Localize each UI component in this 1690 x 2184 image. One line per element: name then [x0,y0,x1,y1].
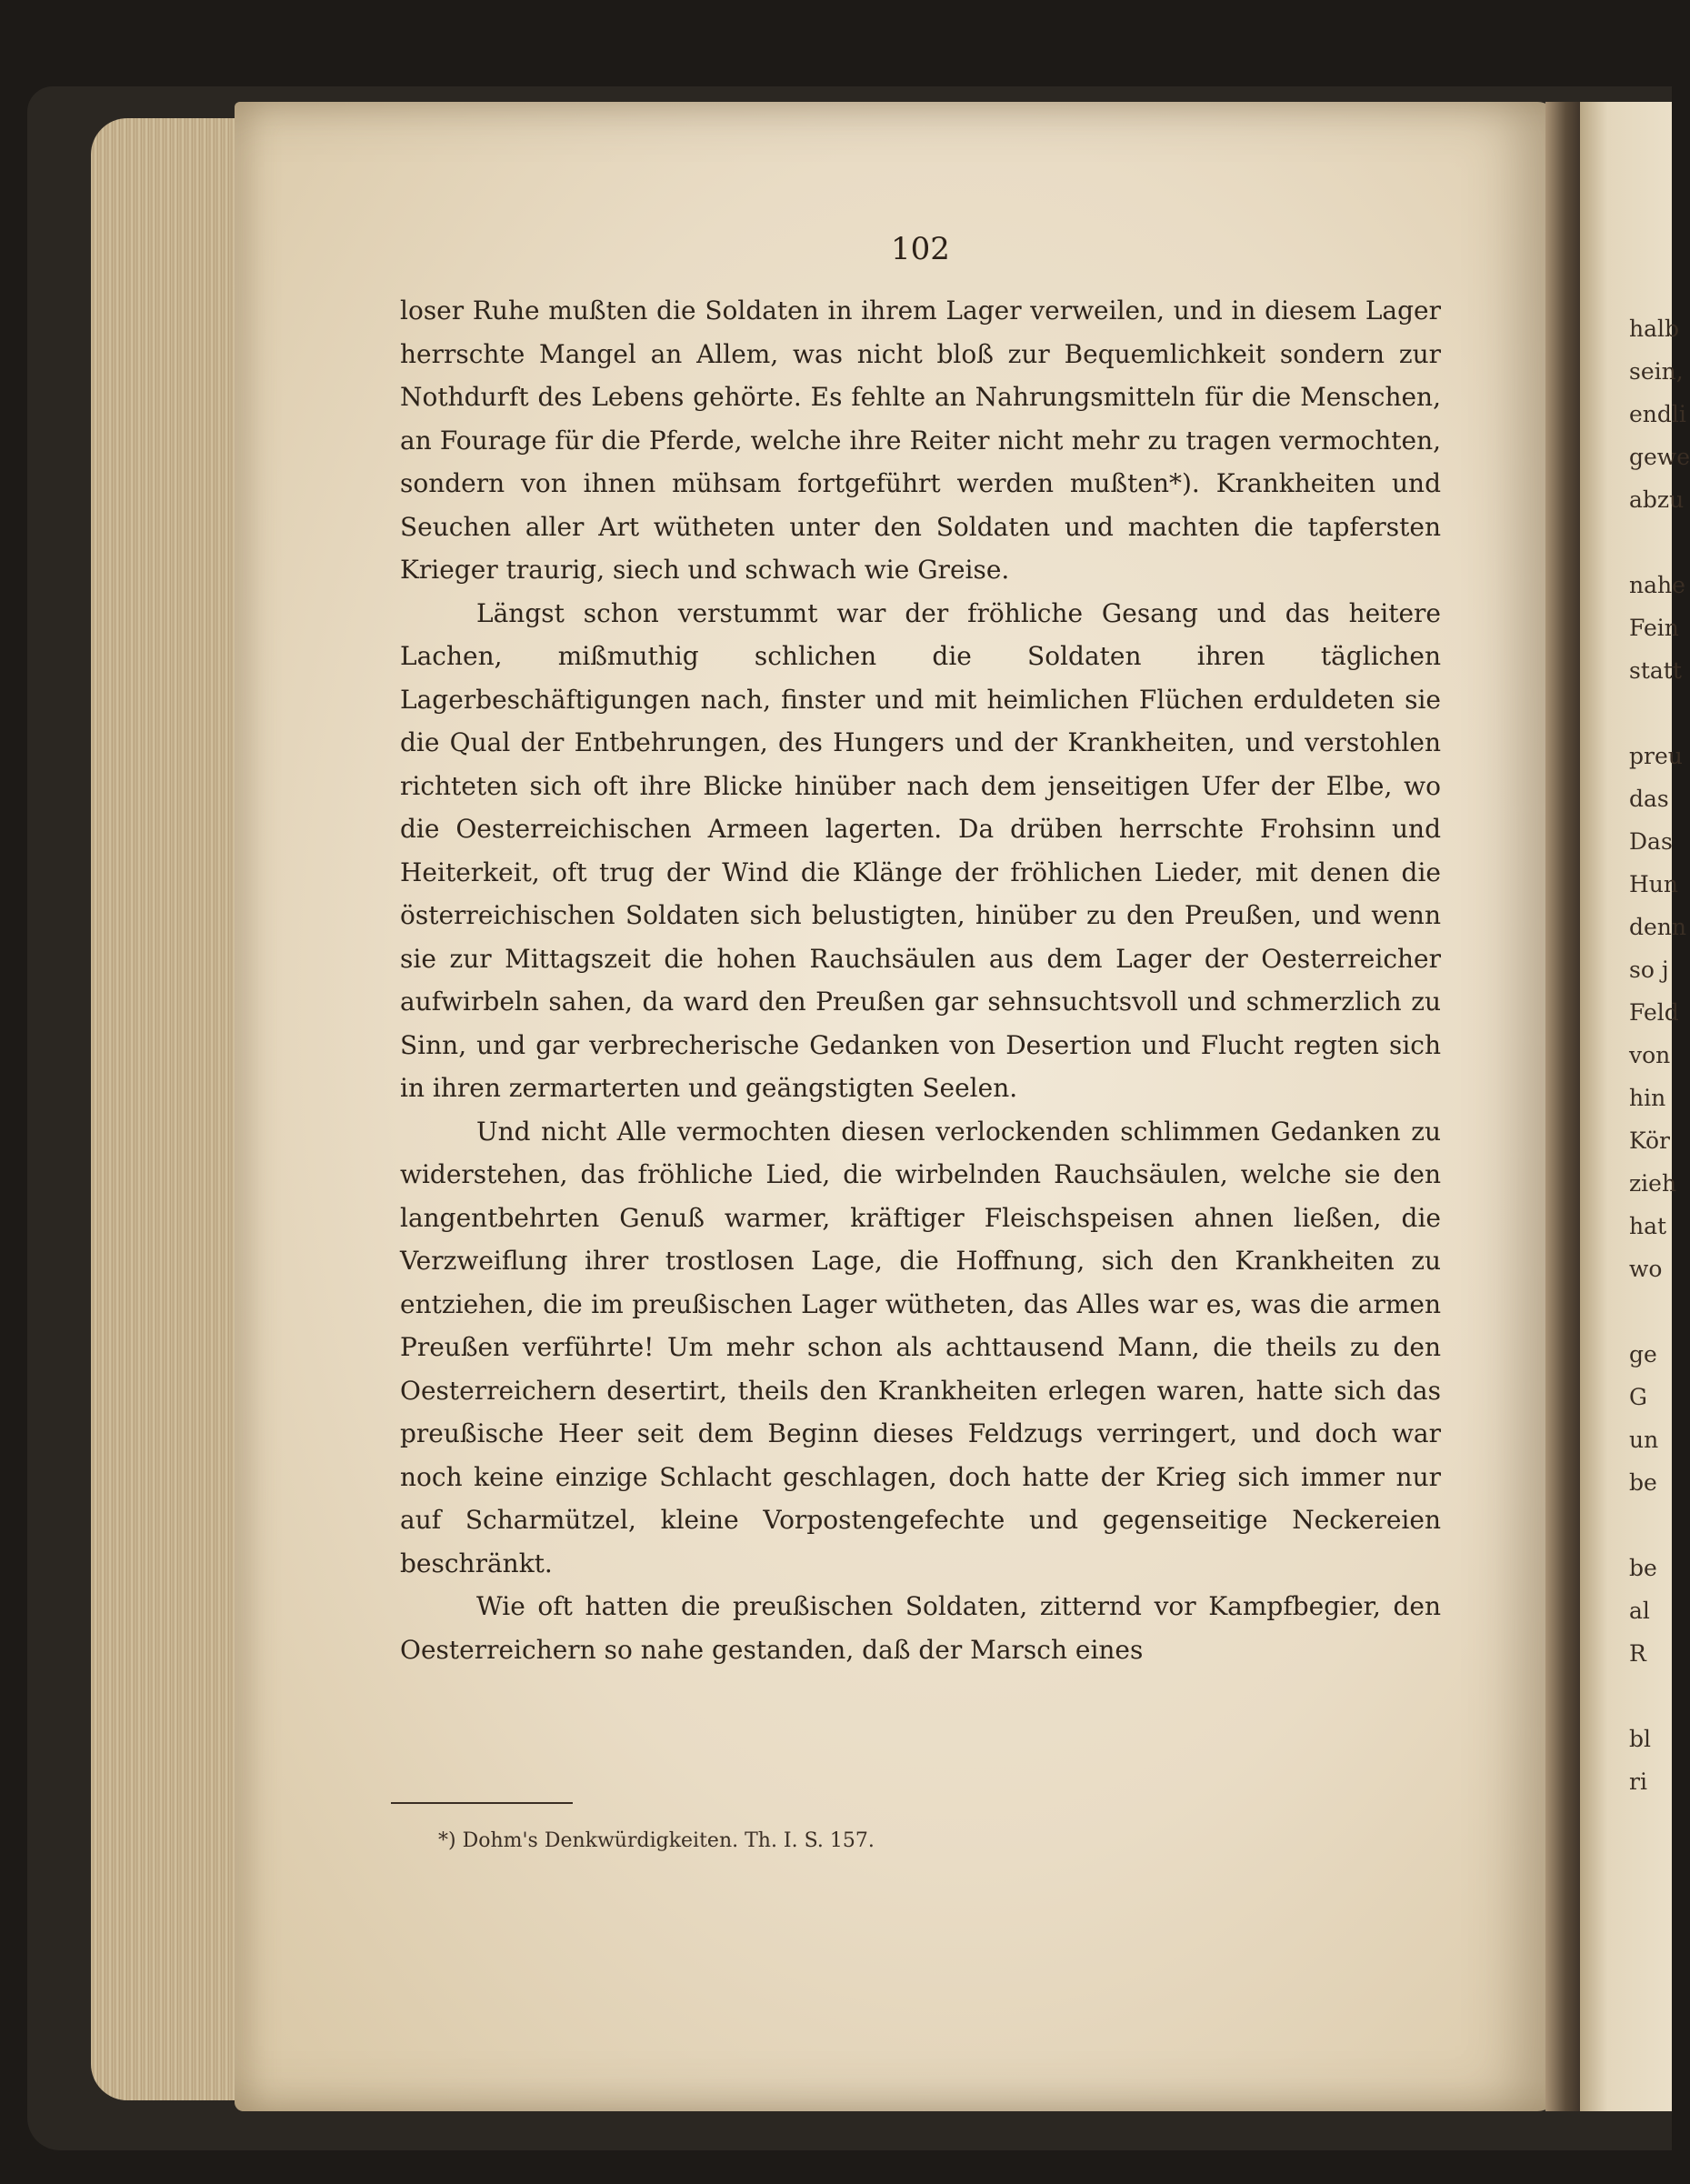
facing-page-line: das [1629,786,1669,812]
facing-page-line: so j [1629,957,1669,983]
facing-page-line: von [1629,1042,1671,1068]
facing-page-line: gewe [1629,444,1690,470]
facing-page-line: Das [1629,828,1673,855]
footnote: *) Dohm's Denkwürdigkeiten. Th. I. S. 157. [438,1829,875,1852]
facing-page-line: preu [1629,743,1683,769]
paragraph: Und nicht Alle vermochten diesen verlockenden schlimmen Gedanken zu widerstehen, das fröhliche Lied, die wirbelnden Rauchsäulen, welche sie den langentbehrten Genuß warmer, kräftiger Fleischspeisen ahnen ließen, die Verzweiflung ihrer trostlosen Lage, die Hoffnung, sich den Krankheiten zu entziehen, die im preußischen Lager wütheten, das Alles war es, was die armen Preußen verführte! Um mehr schon als achttausend Mann, die theils zu den Oesterreichern desertirt, theils den Krankheiten erlegen waren, hatte sich das preußische Heer seit dem Beginn dieses Feldzugs verringert, und doch war noch keine einzige Schlacht geschlagen, doch hatte der Krieg sich immer nur auf Scharmützel, kleine Vorpostengefechte und gegenseitige Neckereien beschränkt. [400,1116,1441,1578]
facing-page-line: denn [1629,914,1687,940]
footnote-divider [391,1802,573,1804]
facing-page-line: sein, [1629,358,1684,385]
facing-page-line: G [1629,1384,1647,1410]
facing-page-line: be [1629,1469,1657,1496]
facing-page-line: nahe [1629,572,1685,598]
facing-page-line: Kör [1629,1127,1671,1154]
facing-page-line [1629,1290,1672,1333]
facing-page-line: be [1629,1555,1657,1581]
paragraph: loser Ruhe mußten die Soldaten in ihrem Lager verweilen, und in diesem Lager herrschte Mangel an Allem, was nicht bloß zur Bequemlichkeit sondern zur Nothdurft des Lebens gehörte. Es fehlte an Nahrungsmitteln für die Menschen, an Fourage für die Pferde, welche ihre Reiter nicht mehr zu tragen vermochten, sondern von ihnen mühsam fortgeführt werden mußten*). Krankheiten und Seuchen aller Art wütheten unter den Soldaten und machten die tapfersten Krieger traurig, siech und schwach wie Greise. [400,296,1441,585]
body-text [400,289,1441,1671]
facing-page-line: un [1629,1427,1659,1453]
facing-page-line: al [1629,1598,1650,1624]
book-gutter [1545,102,1582,2111]
page-edges [91,118,250,2100]
facing-page-line [1629,692,1672,735]
facing-page-line: R [1629,1640,1646,1667]
paragraph: Längst schon verstummt war der fröhliche Gesang und das heitere Lachen, mißmuthig schlichen die Soldaten ihren täglichen Lagerbeschäftigungen nach, finster und mit heimlichen Flüchen erduldeten sie die Qual der Entbehrungen, des Hungers und der Krankheiten, und verstohlen richteten sich oft ihre Blicke hinüber nach dem jenseitigen Ufer der Elbe, wo die Oesterreichischen Armeen lagerten. Da drüben herrschte Frohsinn und Heiterkeit, oft trug der Wind die Klänge der fröhlichen Lieder, mit denen die österreichischen Soldaten sich belustigten, hinüber zu den Preußen, und wenn sie zur Mittagszeit die hohen Rauchsäulen aus dem Lager der Oesterreicher aufwirbeln sahen, da ward den Preußen gar sehnsuchtsvoll und schmerzlich zu Sinn, und gar verbrecherische Gedanken von Desertion und Flucht regten sich in ihren zermarterten und geängstigten Seelen. [400,597,1441,1103]
facing-page-line [1629,1675,1672,1718]
facing-page-line [1629,1504,1672,1547]
facing-page-line [1629,521,1672,564]
facing-page-line: zieh [1629,1170,1677,1197]
facing-page-line: Fein [1629,615,1679,641]
facing-page-line: statt [1629,657,1682,684]
facing-page-line: halb [1629,316,1680,342]
facing-page-line: abzu [1629,486,1685,513]
facing-page-line: bl [1629,1726,1651,1752]
facing-page-text [1629,307,1690,1803]
facing-page-line: Hun [1629,871,1679,897]
facing-page-line: ge [1629,1341,1657,1368]
paragraph: Wie oft hatten die preußischen Soldaten, zitternd vor Kampfbegier, den Oesterreichern so nahe gestanden, daß der Marsch eines [400,1591,1441,1665]
facing-page-line: hin [1629,1085,1666,1111]
page-number: 102 [891,231,950,267]
facing-page-line: hat [1629,1213,1667,1239]
facing-page-line: endli [1629,401,1686,427]
facing-page-line: Feld [1629,999,1679,1026]
facing-page-line: wo [1629,1256,1663,1282]
facing-page-line: ri [1629,1768,1647,1795]
